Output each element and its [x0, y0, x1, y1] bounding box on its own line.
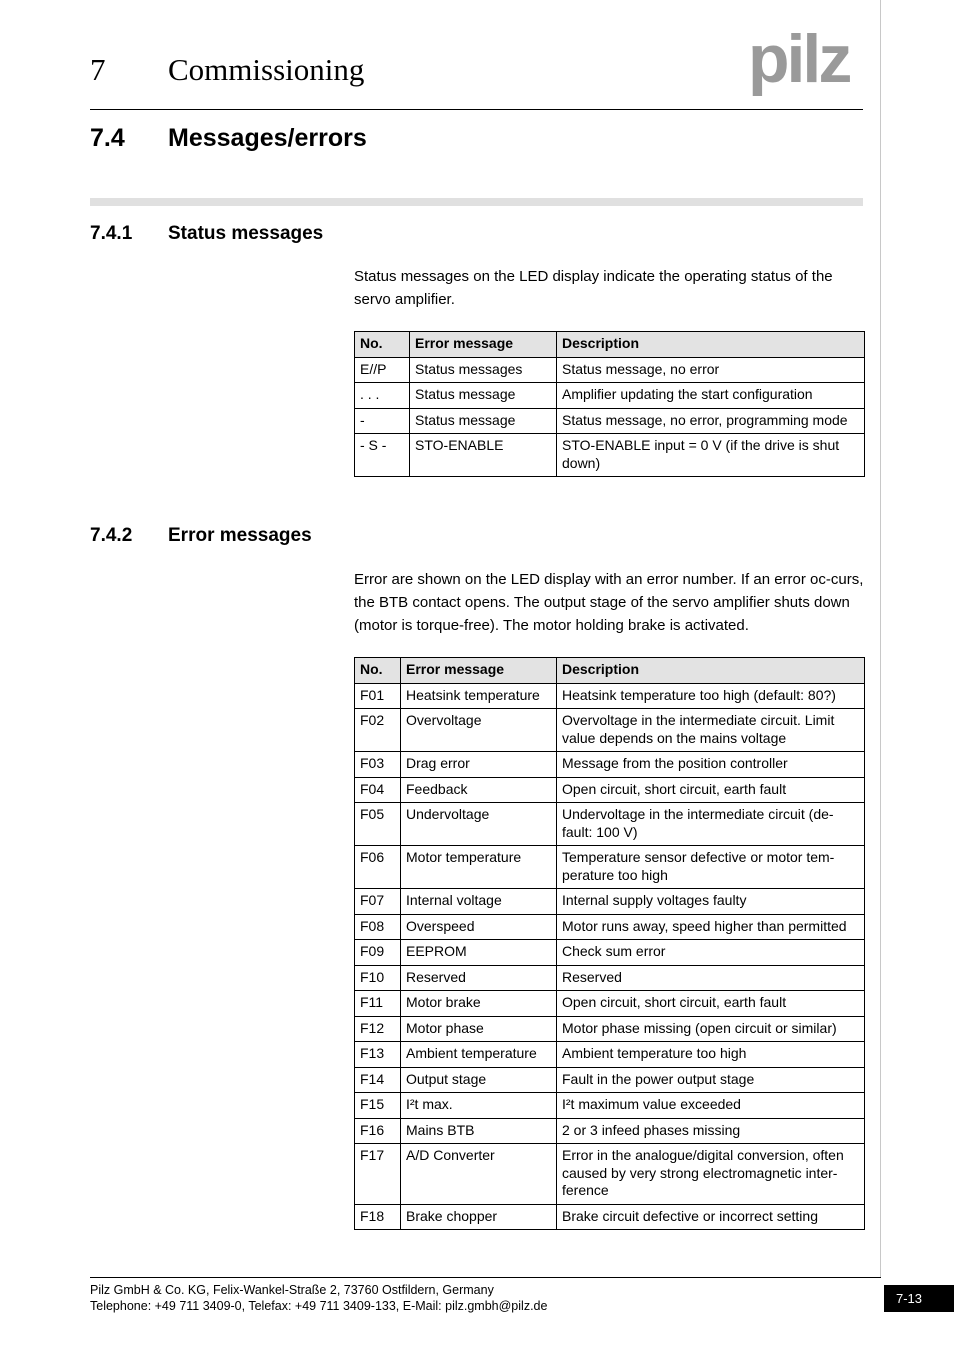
- table-row: [355, 914, 865, 940]
- cell-number: F11: [355, 991, 401, 1017]
- cell-number: F15: [355, 1093, 401, 1119]
- cell-error-message: Heatsink temperature: [401, 683, 557, 709]
- cell-error-message: I²t max.: [401, 1093, 557, 1119]
- cell-error-message: Ambient temperature: [401, 1042, 557, 1068]
- cell-number: E//P: [355, 357, 410, 383]
- cell-error-message: STO-ENABLE: [410, 434, 557, 477]
- cell-description: Reserved: [557, 965, 865, 991]
- cell-error-message: Brake chopper: [401, 1204, 557, 1230]
- cell-description: 2 or 3 infeed phases missing: [557, 1118, 865, 1144]
- table-header-row: [355, 332, 865, 358]
- column-header: No.: [355, 332, 410, 358]
- table-row: [355, 940, 865, 966]
- cell-number: F10: [355, 965, 401, 991]
- cell-description: Fault in the power output stage: [557, 1067, 865, 1093]
- table-row: [355, 777, 865, 803]
- chapter-number: 7: [90, 52, 106, 87]
- cell-number: - S -: [355, 434, 410, 477]
- cell-number: F05: [355, 803, 401, 846]
- cell-error-message: Feedback: [401, 777, 557, 803]
- cell-description: Check sum error: [557, 940, 865, 966]
- cell-error-message: Output stage: [401, 1067, 557, 1093]
- table-row: [355, 1016, 865, 1042]
- cell-description: Ambient temperature too high: [557, 1042, 865, 1068]
- page-edge-rule: [880, 0, 881, 1278]
- chapter-title: Commissioning: [168, 52, 365, 87]
- table-header-row: [355, 658, 865, 684]
- table-row: [355, 889, 865, 915]
- cell-number: F07: [355, 889, 401, 915]
- cell-number: F12: [355, 1016, 401, 1042]
- cell-error-message: Status messages: [410, 357, 557, 383]
- table-row: [355, 1144, 865, 1205]
- cell-error-message: Internal voltage: [401, 889, 557, 915]
- error-subsection-title: Error messages: [168, 525, 312, 546]
- error-intro-paragraph: Error are shown on the LED display with an error number. If an error oc-curs, the BTB contact opens. The output stage of the servo amplifier shuts down (motor is torque-free). The motor holding brake is activated.: [354, 571, 864, 634]
- table-row: [355, 1204, 865, 1230]
- cell-error-message: Mains BTB: [401, 1118, 557, 1144]
- cell-error-message: Motor brake: [401, 991, 557, 1017]
- status-intro-paragraph: Status messages on the LED display indicate the operating status of the servo amplifier.: [354, 268, 833, 308]
- footer-contact: Telephone: +49 711 3409-0, Telefax: +49 711 3409-133, E-Mail: pilz.gmbh@pilz.de: [90, 1299, 548, 1313]
- cell-error-message: Drag error: [401, 752, 557, 778]
- cell-description: Motor runs away, speed higher than permitted: [557, 914, 865, 940]
- page-number: 7-13: [884, 1285, 954, 1312]
- column-header: Description: [557, 332, 865, 358]
- section-number: 7.4: [90, 124, 125, 152]
- section-divider-bar: [90, 198, 863, 206]
- footer-rule: [90, 1277, 881, 1278]
- status-subsection-title: Status messages: [168, 223, 324, 244]
- cell-number: F17: [355, 1144, 401, 1205]
- status-messages-table: [354, 331, 865, 477]
- column-header: Description: [557, 658, 865, 684]
- cell-error-message: Motor phase: [401, 1016, 557, 1042]
- cell-number: -: [355, 408, 410, 434]
- cell-description: Message from the position controller: [557, 752, 865, 778]
- cell-error-message: Motor temperature: [401, 846, 557, 889]
- cell-description: Internal supply voltages faulty: [557, 889, 865, 915]
- table-row: [355, 1067, 865, 1093]
- logo-text: pilz: [748, 26, 850, 96]
- cell-description: Brake circuit defective or incorrect setting: [557, 1204, 865, 1230]
- cell-number: F06: [355, 846, 401, 889]
- cell-error-message: Overspeed: [401, 914, 557, 940]
- error-messages-table: [354, 657, 865, 1230]
- table-row: [355, 1118, 865, 1144]
- cell-number: F04: [355, 777, 401, 803]
- cell-number: F14: [355, 1067, 401, 1093]
- cell-description: Undervoltage in the intermediate circuit (de-fault: 100 V): [557, 803, 865, 846]
- cell-error-message: Overvoltage: [401, 709, 557, 752]
- cell-description: Status message, no error, programming mode: [557, 408, 865, 434]
- cell-description: Status message, no error: [557, 357, 865, 383]
- table-row: [355, 683, 865, 709]
- table-row: [355, 752, 865, 778]
- cell-number: F02: [355, 709, 401, 752]
- column-header: No.: [355, 658, 401, 684]
- cell-number: F03: [355, 752, 401, 778]
- table-row: [355, 1042, 865, 1068]
- cell-description: Error in the analogue/digital conversion, often caused by very strong electromagnetic inter-ference: [557, 1144, 865, 1205]
- footer-address: Pilz GmbH & Co. KG, Felix-Wankel-Straße 2, 73760 Ostfildern, Germany: [90, 1283, 494, 1297]
- cell-description: Amplifier updating the start configuration: [557, 383, 865, 409]
- cell-error-message: Status message: [410, 383, 557, 409]
- cell-error-message: A/D Converter: [401, 1144, 557, 1205]
- cell-error-message: EEPROM: [401, 940, 557, 966]
- cell-number: F01: [355, 683, 401, 709]
- table-row: [355, 991, 865, 1017]
- pilz-logo: [746, 26, 866, 96]
- error-subsection-number: 7.4.2: [90, 525, 133, 546]
- cell-number: F16: [355, 1118, 401, 1144]
- cell-number: F08: [355, 914, 401, 940]
- cell-description: Heatsink temperature too high (default: 80?): [557, 683, 865, 709]
- section-title: Messages/errors: [168, 124, 367, 152]
- cell-error-message: Status message: [410, 408, 557, 434]
- table-row: [355, 383, 865, 409]
- table-row: [355, 965, 865, 991]
- table-row: [355, 709, 865, 752]
- table-row: [355, 803, 865, 846]
- cell-error-message: Undervoltage: [401, 803, 557, 846]
- cell-description: STO-ENABLE input = 0 V (if the drive is shut down): [557, 434, 865, 477]
- status-subsection-number: 7.4.1: [90, 223, 133, 244]
- cell-description: I²t maximum value exceeded: [557, 1093, 865, 1119]
- cell-number: F13: [355, 1042, 401, 1068]
- column-header: Error message: [410, 332, 557, 358]
- cell-description: Temperature sensor defective or motor tem-perature too high: [557, 846, 865, 889]
- table-row: [355, 408, 865, 434]
- table-row: [355, 1093, 865, 1119]
- table-row: [355, 357, 865, 383]
- table-row: [355, 846, 865, 889]
- cell-error-message: Reserved: [401, 965, 557, 991]
- cell-number: . . .: [355, 383, 410, 409]
- cell-number: F09: [355, 940, 401, 966]
- header-rule: [90, 109, 863, 110]
- cell-description: Open circuit, short circuit, earth fault: [557, 777, 865, 803]
- cell-description: Motor phase missing (open circuit or similar): [557, 1016, 865, 1042]
- cell-description: Overvoltage in the intermediate circuit. Limit value depends on the mains voltage: [557, 709, 865, 752]
- cell-description: Open circuit, short circuit, earth fault: [557, 991, 865, 1017]
- column-header: Error message: [401, 658, 557, 684]
- table-row: [355, 434, 865, 477]
- cell-number: F18: [355, 1204, 401, 1230]
